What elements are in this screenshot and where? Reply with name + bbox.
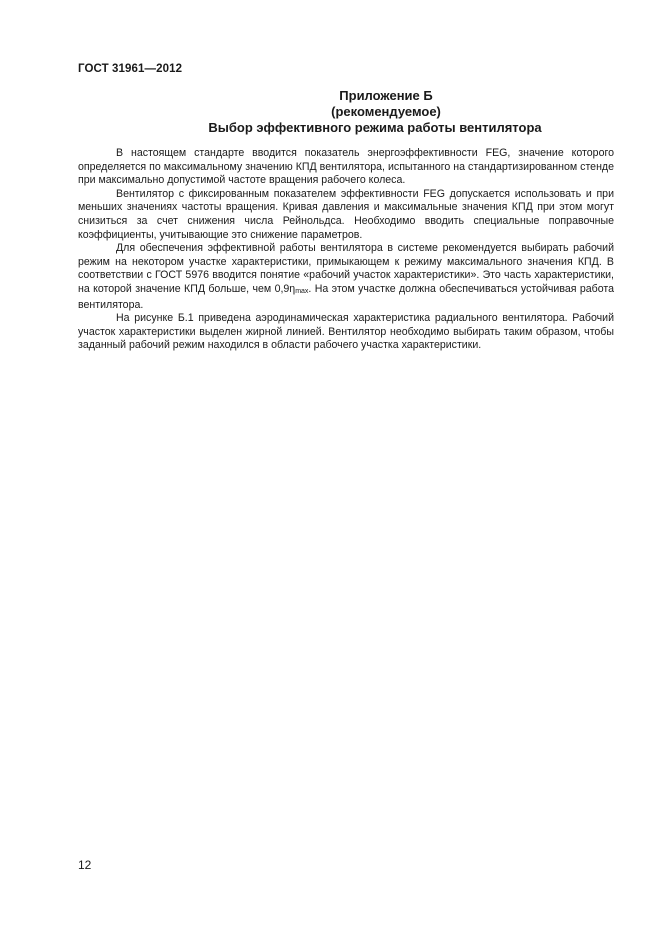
paragraph-2: Вентилятор с фиксированным показателем эффективности FEG допускается использовать и при меньших значениях частоты вращения. Кривая давления и максимальные значения КПД при этом могут снизиться за счет снижения числа Рейнольдса. Необходимо вводить специальные поправочные коэффициенты, учитывающие это снижение параметров.	[78, 187, 614, 241]
appendix-status: (рекомендуемое)	[331, 104, 441, 119]
eta-max-subscript: max	[295, 287, 309, 295]
appendix-title: Приложение Б	[339, 88, 433, 103]
paragraph-4: На рисунке Б.1 приведена аэродинамическая характеристика радиального вентилятора. Рабочий участок характеристики выделен жирной линией. Вентилятор необходимо выбирать таким образом, чтобы заданный рабочий режим находился в области рабочего участка характеристики.	[78, 312, 614, 352]
paragraph-1: В настоящем стандарте вводится показатель энергоэффективности FEG, значение которого определяется по максимальному значению КПД вентилятора, испытанного на стандартизированном стенде при максимально допустимой частоте вращения рабочего колеса.	[78, 147, 614, 187]
document-code: ГОСТ 31961—2012	[78, 63, 183, 75]
appendix-heading: Выбор эффективного режима работы вентилятора	[208, 120, 542, 135]
paragraph-3-text-after: . На этом участке должна обеспечиваться устойчивая работа вентилятора.	[78, 282, 614, 311]
body-text	[78, 147, 614, 353]
appendix-title-block	[78, 88, 598, 136]
paragraph-3	[78, 242, 614, 312]
page-number: 12	[78, 858, 92, 872]
paragraph-3-text-before: Для обеспечения эффективной работы вентилятора в системе рекомендуется выбирать рабочий режим на некотором участке характеристики, примыкающем к режиму максимального значения КПД. В соответствии с ГОСТ 5976 вводится понятие «рабочий участок характеристики». Это часть характеристики, на которой значение КПД больше, чем 0,9η	[78, 242, 614, 295]
